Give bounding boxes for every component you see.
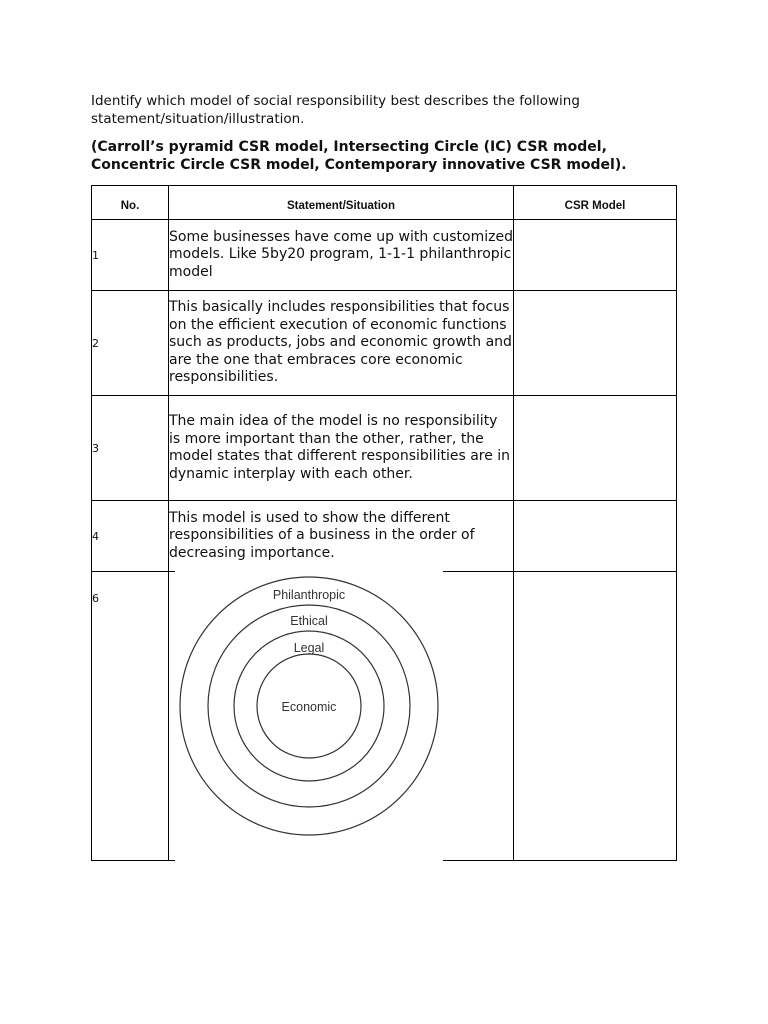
concentric-circle-diagram-cell [169,572,514,861]
label-economic: Economic [281,700,337,714]
header-statement: Statement/Situation [169,186,514,220]
table-row [92,572,677,861]
table-row [92,396,677,501]
label-ethical: Ethical [290,614,328,628]
row-number: 2 [92,291,169,396]
table-row [92,291,677,396]
header-csr-model: CSR Model [514,186,677,220]
row-csr-model-answer[interactable] [514,291,677,396]
table-row [92,220,677,291]
image-mask-bottom [175,858,443,862]
row-statement: This basically includes responsibilities that focus on the efficient execution of economic functions such as products, jobs and economic growth and are the one that embraces core economic responsibilities. [169,291,514,396]
row-csr-model-answer[interactable] [514,501,677,572]
row-number: 6 [92,572,169,861]
csr-table [91,185,677,861]
row-statement: This model is used to show the different responsibilities of a business in the order of decreasing importance. [169,501,514,572]
table-row [92,501,677,572]
row-csr-model-answer[interactable] [514,220,677,291]
row-number: 4 [92,501,169,572]
header-no: No. [92,186,169,220]
label-legal: Legal [293,641,325,655]
row-statement: The main idea of the model is no responsibility is more important than the other, rather, the model states that different responsibilities are in dynamic interplay with each other. [169,396,514,501]
instruction-text: Identify which model of social responsibility best describes the following statement/situation/illustration. [91,93,580,127]
concentric-circle-diagram [175,572,443,840]
row-csr-model-answer[interactable] [514,396,677,501]
model-options: (Carroll’s pyramid CSR model, Intersecting Circle (IC) CSR model, Concentric Circle CSR model, Contemporary innovative CSR model). [91,139,627,173]
label-philanthropic: Philanthropic [272,588,346,602]
row-csr-model-answer[interactable] [514,572,677,861]
row-statement: Some businesses have come up with customized models. Like 5by20 program, 1-1-1 philanthropic model [169,220,514,291]
row-number: 3 [92,396,169,501]
row-number: 1 [92,220,169,291]
table-header-row [92,186,677,220]
